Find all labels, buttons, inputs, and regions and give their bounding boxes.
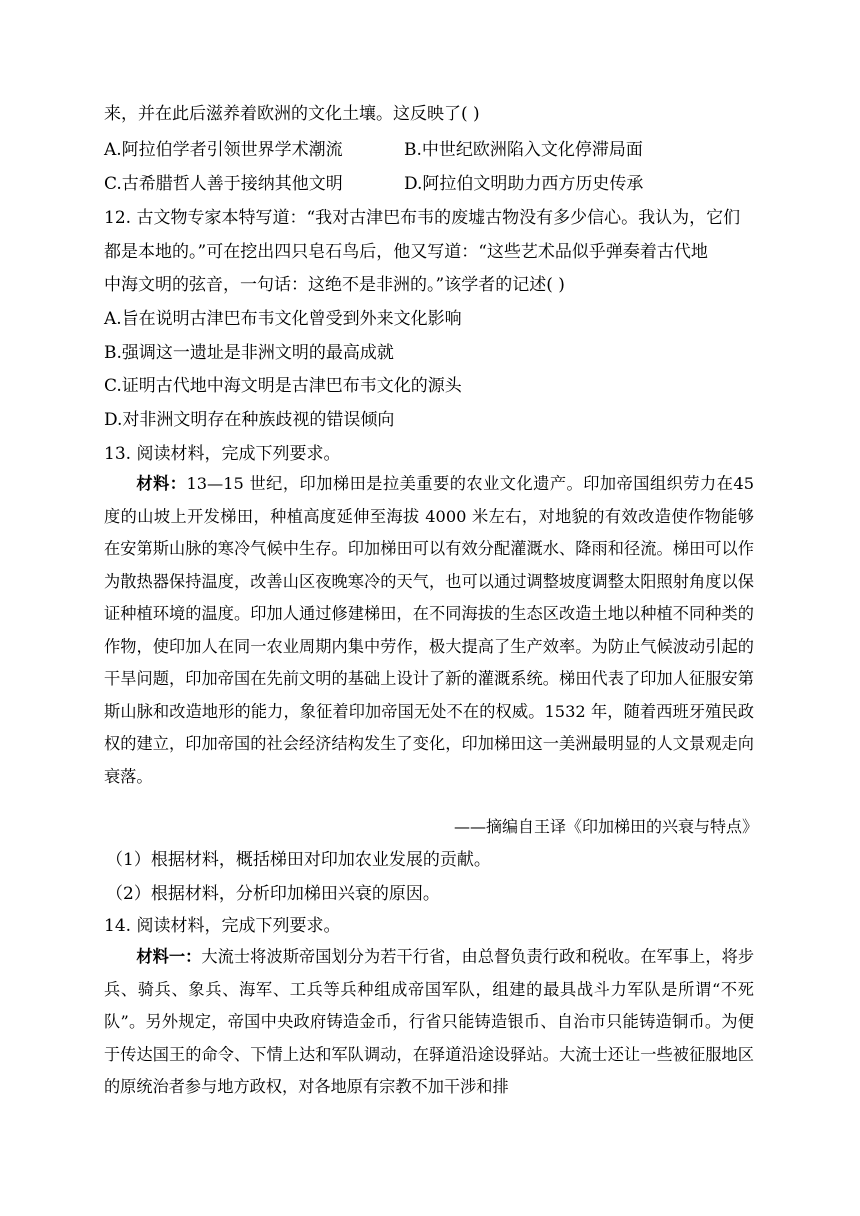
q12-option-a: A.旨在说明古津巴布韦文化曾受到外来文化影响	[104, 309, 462, 329]
q11-stem-tail: 来，并在此后滋养着欧洲的文化土壤。这反映了( )	[104, 104, 480, 124]
q12-option-d: D.对非洲文明存在种族歧视的错误倾向	[104, 410, 395, 430]
q13-requirement-2: （2）根据材料，分析印加梯田兴衰的原因。	[106, 884, 440, 904]
q12-stem-line-1: 12. 古文物专家本特写道：“我对古津巴布韦的废墟古物没有多少信心。我认为，它们	[104, 208, 741, 228]
q11-option-b: B.中世纪欧洲陷入文化停滞局面	[404, 140, 643, 160]
q13-material-text: 13—15 世纪，印加梯田是拉美重要的农业文化遗产。印加帝国组织劳力在45 度的山坡上开发梯田，种植高度延伸至海拔 4000 米左右，对地貌的有效改造使作物能够在安第斯山脉的寒冷气候中生存。印加梯田可以有效分配灌溉水、降雨和径流。梯田可以作为散热器保持温度，改善山区夜晚寒冷的天气，也可以通过调整坡度调整太阳照射角度以保证种植环境的温度。印加人通过修建梯田，在不同海拔的生态区改造土地以种植不同种类的作物，使印加人在同一农业周期内集中劳作，极大提高了生产效率。为防止气候波动引起的干旱问题，印加帝国在先前文明的基础上设计了新的灌溉系统。梯田代表了印加人征服安第斯山脉和改造地形的能力，象征着印加帝国无处不在的权威。1532 年，随着西班牙殖民政权的建立，印加帝国的社会经济结构发生了变化，印加梯田这一美洲最明显的人文景观走向衰落。	[104, 474, 755, 786]
q11-option-d: D.阿拉伯文明助力西方历史传承	[404, 174, 644, 194]
q13-source: ——摘编自王译《印加梯田的兴衰与特点》	[453, 817, 758, 836]
q11-option-c: C.古希腊哲人善于接纳其他文明	[104, 174, 343, 194]
q12-option-b: B.强调这一遗址是非洲文明的最高成就	[104, 343, 394, 363]
q11-option-a: A.阿拉伯学者引领世界学术潮流	[104, 140, 343, 160]
q14-material-text: 大流士将波斯帝国划分为若干行省，由总督负责行政和税收。在军事上，将步兵、骑兵、象兵、海军、工兵等兵种组成帝国军队，组建的最具战斗力军队是所谓“不死队”。另外规定，帝国中央政府铸造金币，行省只能铸造银币、自治市只能铸造铜币。为便于传达国王的命令、下情上达和军队调动，在驿道沿途设驿站。大流士还让一些被征服地区的原统治者参与地方政权，对各地原有宗教不加干涉和排	[104, 947, 755, 1096]
q13-requirement-1: （1）根据材料，概括梯田对印加农业发展的贡献。	[106, 850, 491, 870]
q14-material-1	[104, 941, 754, 1104]
q13-material	[104, 468, 754, 793]
q12-option-c: C.证明古代地中海文明是古津巴布韦文化的源头	[104, 376, 462, 396]
q14-material-label: 材料一：	[136, 947, 202, 966]
q12-stem-line-3: 中海文明的弦音，一句话：这绝不是非洲的。”该学者的记述( )	[104, 275, 565, 295]
q12-stem-line-2: 都是本地的。”可在挖出四只皂石鸟后，他又写道：“这些艺术品似乎弹奏着古代地	[104, 242, 708, 262]
q13-stem: 13. 阅读材料，完成下列要求。	[104, 444, 341, 464]
q14-stem: 14. 阅读材料，完成下列要求。	[104, 916, 341, 936]
q13-material-label: 材料：	[136, 474, 187, 493]
